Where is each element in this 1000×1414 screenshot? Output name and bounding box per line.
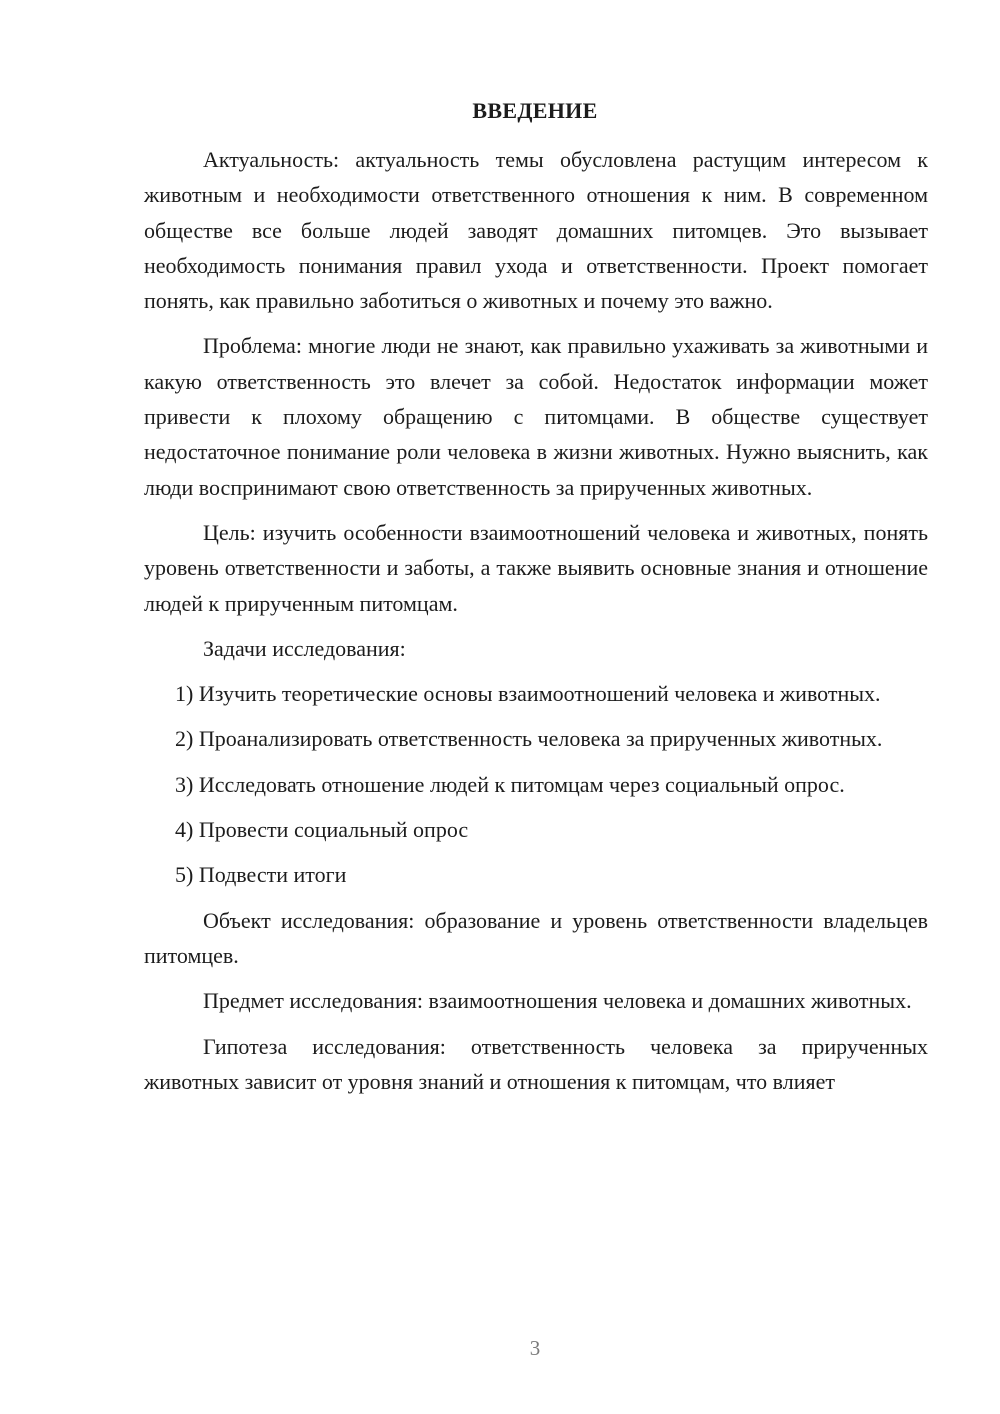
tasks-heading: Задачи исследования:: [203, 635, 406, 661]
relevance-paragraph: Актуальность: актуальность темы обусловлена растущим интересом к животным и необходимости ответственного отношения к ним. В современном обществе все больше людей заводят домашних питомцев. Это вызывает необходимость понимания правил ухода и ответственности. Проект помогает понять, как правильно заботиться о животных и почему это важно.: [144, 147, 928, 314]
task-item-1: 1) Изучить теоретические основы взаимоотношений человека и животных.: [175, 681, 881, 707]
task-item-3: 3) Исследовать отношение людей к питомцам через социальный опрос.: [175, 771, 845, 797]
task-item-4: 4) Провести социальный опрос: [175, 817, 469, 843]
object-paragraph: Объект исследования: образование и уровень ответственности владельцев питомцев.: [144, 907, 928, 968]
problem-paragraph: Проблема: многие люди не знают, как правильно ухаживать за животными и какую ответственность это влечет за собой. Недостаток информации может привести к плохому обращению с питомцами. В обществе существует недостаточное понимание роли человека в жизни животных. Нужно выяснить, как люди воспринимают свою ответственность за прирученных животных.: [144, 333, 928, 500]
subject-paragraph: Предмет исследования: взаимоотношения человека и домашних животных.: [203, 988, 912, 1014]
goal-paragraph: Цель: изучить особенности взаимоотношений человека и животных, понять уровень ответственности и заботы, а также выявить основные знания и отношение людей к прирученным питомцам.: [144, 519, 928, 616]
hypothesis-paragraph: Гипотеза исследования: ответственность человека за прирученных животных зависит от уровня знаний и отношения к питомцам, что влияет: [144, 1033, 928, 1094]
page-number: 3: [529, 1336, 541, 1360]
task-item-5: 5) Подвести итоги: [175, 862, 347, 888]
task-item-2: 2) Проанализировать ответственность человека за прирученных животных.: [175, 726, 883, 752]
document-body: [144, 142, 928, 1099]
page-title: ВВЕДЕНИЕ: [472, 98, 598, 123]
